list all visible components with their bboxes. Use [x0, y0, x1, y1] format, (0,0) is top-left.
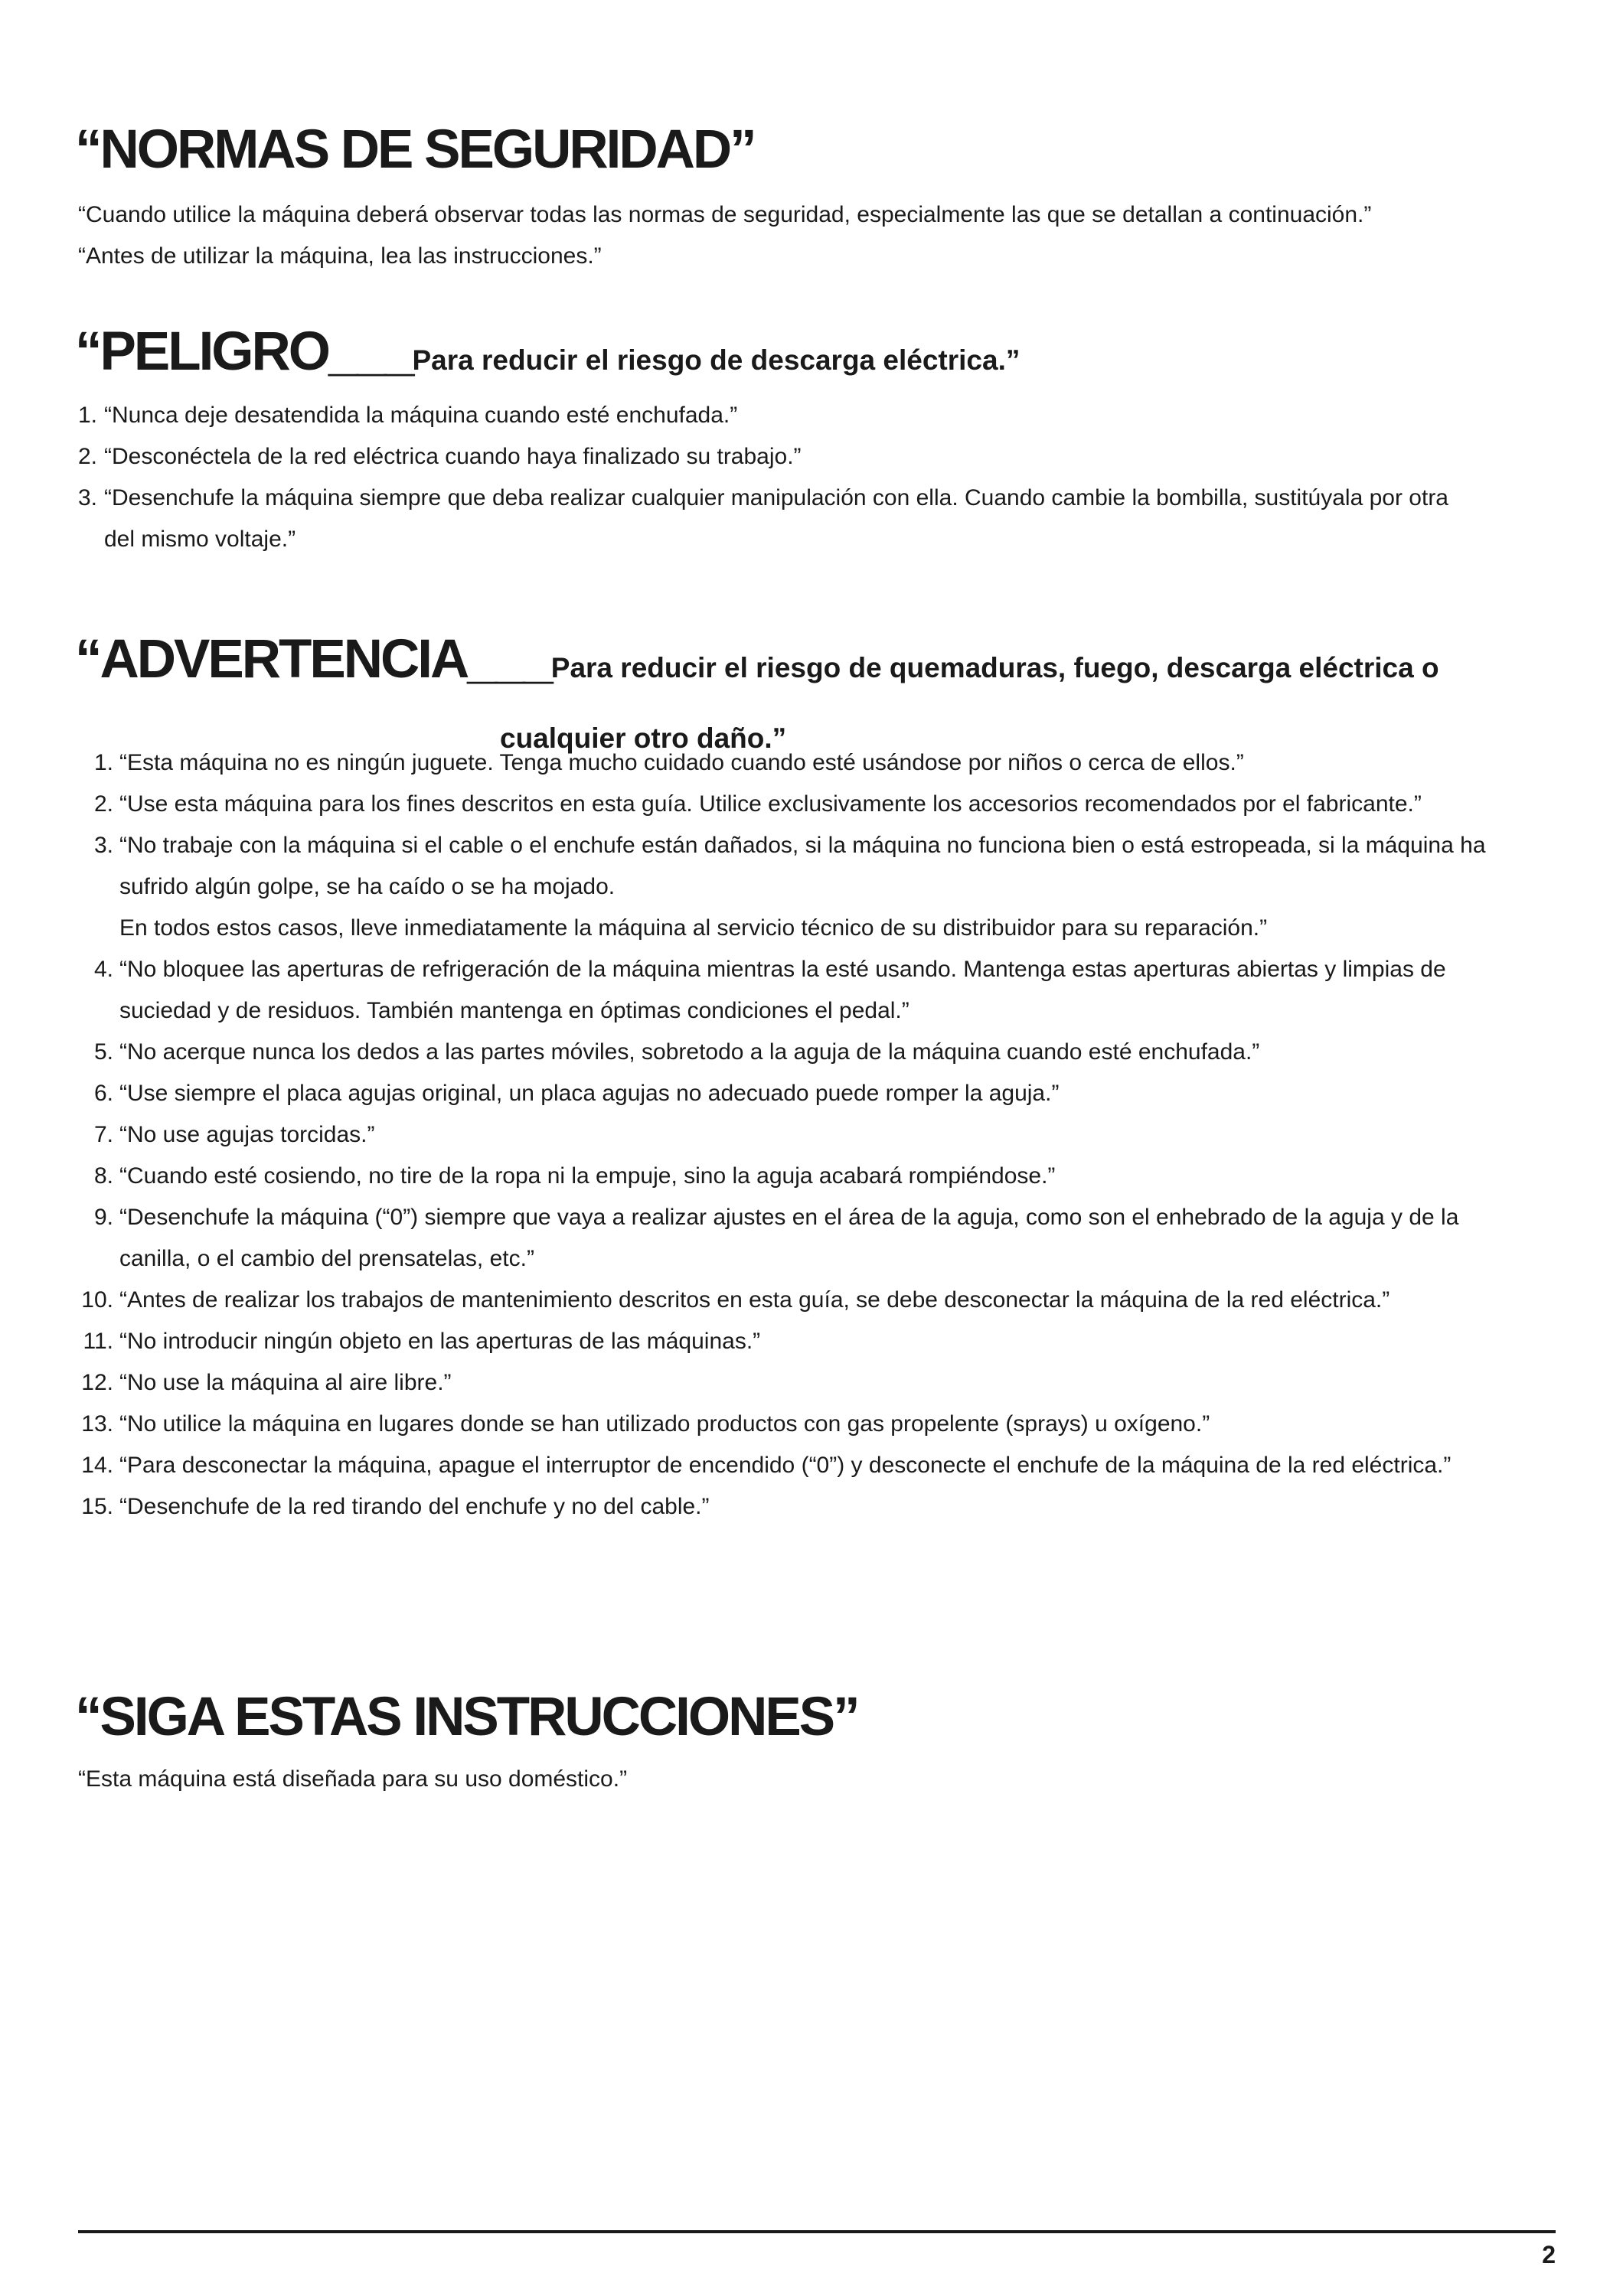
list-item — [77, 1445, 1478, 1486]
peligro-subtitle: Para reducir el riesgo de descarga eléctrica.” — [412, 344, 1020, 376]
item-number: 10. — [81, 1287, 113, 1313]
item-number: 12. — [81, 1370, 113, 1395]
advertencia-subtitle-2: cualquier otro daño.” — [500, 722, 787, 754]
item-text: “No bloquee las aperturas de refrigeración de la máquina mientras la esté usando. Mantenga estas aperturas abiertas y limpias de suciedad y de residuos. También mantenga en óptimas condiciones el pedal.” — [119, 957, 1446, 1023]
item-text: “No use agujas torcidas.” — [119, 1122, 375, 1147]
item-text: “No acerque nunca los dedos a las partes móviles, sobretodo a la aguja de la máquina cuando esté enchufada.” — [119, 1039, 1260, 1065]
list-item — [77, 825, 1486, 949]
item-number: 14. — [81, 1453, 113, 1478]
footer-rule — [78, 2230, 1556, 2233]
list-item — [77, 1362, 1478, 1404]
normas-title: “NORMAS DE SEGURIDAD” — [75, 119, 755, 180]
siga-title: “SIGA ESTAS INSTRUCCIONES” — [75, 1687, 858, 1747]
item-text: “No trabaje con la máquina si el cable o el enchufe están dañados, si la máquina no funciona bien o está estropeada, si la máquina ha sufrido algún golpe, se ha caído o se ha mojado. — [119, 833, 1486, 899]
list-item — [77, 1197, 1478, 1280]
list-item — [77, 784, 1482, 825]
advertencia-subtitle: Para reducir el riesgo de quemaduras, fuego, descarga eléctrica o — [550, 652, 1439, 683]
item-number: 15. — [81, 1494, 113, 1519]
item-text: “Desenchufe la máquina (“0”) siempre que vaya a realizar ajustes en el área de la aguja, como son el enhebrado de la aguja y de la canilla, o el cambio del prensatelas, etc.” — [119, 1205, 1459, 1271]
list-item — [77, 1321, 1478, 1362]
item-text: “Use siempre el placa agujas original, un placa agujas no adecuado puede romper la aguja.” — [119, 1081, 1060, 1106]
list-item — [77, 949, 1478, 1032]
item-text: “No utilice la máquina en lugares donde se han utilizado productos con gas propelente (sprays) u oxígeno.” — [119, 1411, 1210, 1437]
item-text: “Nunca deje desatendida la máquina cuando esté enchufada.” — [104, 403, 738, 428]
item-number: 7. — [93, 1122, 113, 1147]
list-item — [77, 1073, 1478, 1114]
item-number: 1. — [93, 750, 113, 775]
normas-line-1: “Cuando utilice la máquina deberá observar todas las normas de seguridad, especialmente las que se detallan a continuación.” — [78, 202, 1372, 227]
item-text: “Antes de realizar los trabajos de mantenimiento descritos en esta guía, se debe desconectar la máquina de la red eléctrica.” — [119, 1287, 1390, 1313]
page-number: 2 — [1542, 2241, 1556, 2268]
item-number: 1. — [78, 403, 98, 428]
list-item — [78, 436, 1502, 478]
item-number: 6. — [93, 1081, 113, 1106]
advertencia-heading — [75, 629, 1439, 690]
list-item — [77, 1404, 1478, 1445]
list-item — [77, 1114, 1478, 1156]
item-text: “No use la máquina al aire libre.” — [119, 1370, 452, 1395]
list-item — [77, 1156, 1478, 1197]
normas-line-2: “Antes de utilizar la máquina, lea las instrucciones.” — [78, 243, 602, 269]
list-item — [77, 742, 1478, 784]
advertencia-list — [77, 742, 1486, 1528]
item-text: “No introducir ningún objeto en las aperturas de las máquinas.” — [119, 1329, 761, 1354]
item-number: 8. — [93, 1163, 113, 1189]
advertencia-title: “ADVERTENCIA___ — [75, 629, 551, 690]
list-item — [77, 1032, 1478, 1073]
item-text: “Desconéctela de la red eléctrica cuando haya finalizado su trabajo.” — [104, 444, 802, 469]
list-item — [77, 1280, 1478, 1321]
item-number: 11. — [83, 1329, 113, 1354]
list-item — [78, 395, 1502, 436]
item-text: “Desenchufe de la red tirando del enchufe y no del cable.” — [119, 1494, 710, 1519]
item-text: “Esta máquina no es ningún juguete. Tenga mucho cuidado cuando esté usándose por niños o cerca de ellos.” — [119, 750, 1244, 775]
peligro-heading — [75, 321, 1020, 382]
item-number: 5. — [93, 1039, 113, 1065]
list-item — [77, 1486, 1478, 1528]
item-number: 13. — [81, 1411, 113, 1437]
peligro-list — [78, 395, 1502, 560]
item-number: 4. — [93, 957, 113, 982]
item-text-continued: En todos estos casos, lleve inmediatamente la máquina al servicio técnico de su distribuidor para su reparación.” — [119, 915, 1268, 941]
item-number: 3. — [78, 485, 98, 510]
item-number: 2. — [78, 444, 98, 469]
item-text: “Para desconectar la máquina, apague el interruptor de encendido (“0”) y desconecte el enchufe de la máquina de la red eléctrica.” — [119, 1453, 1452, 1478]
siga-line-1: “Esta máquina está diseñada para su uso doméstico.” — [78, 1766, 628, 1792]
item-number: 9. — [93, 1205, 113, 1230]
peligro-title: “PELIGRO___ — [75, 321, 413, 382]
list-item — [78, 478, 1467, 560]
item-number: 3. — [93, 833, 113, 858]
item-text: “Desenchufe la máquina siempre que deba realizar cualquier manipulación con ella. Cuando cambie la bombilla, sustitúyala por otra del mismo voltaje.” — [104, 485, 1448, 552]
item-text: “Use esta máquina para los fines descritos en esta guía. Utilice exclusivamente los accesorios recomendados por el fabricante.” — [119, 791, 1422, 817]
item-text: “Cuando esté cosiendo, no tire de la ropa ni la empuje, sino la aguja acabará rompiéndose.” — [119, 1163, 1056, 1189]
item-number: 2. — [93, 791, 113, 817]
